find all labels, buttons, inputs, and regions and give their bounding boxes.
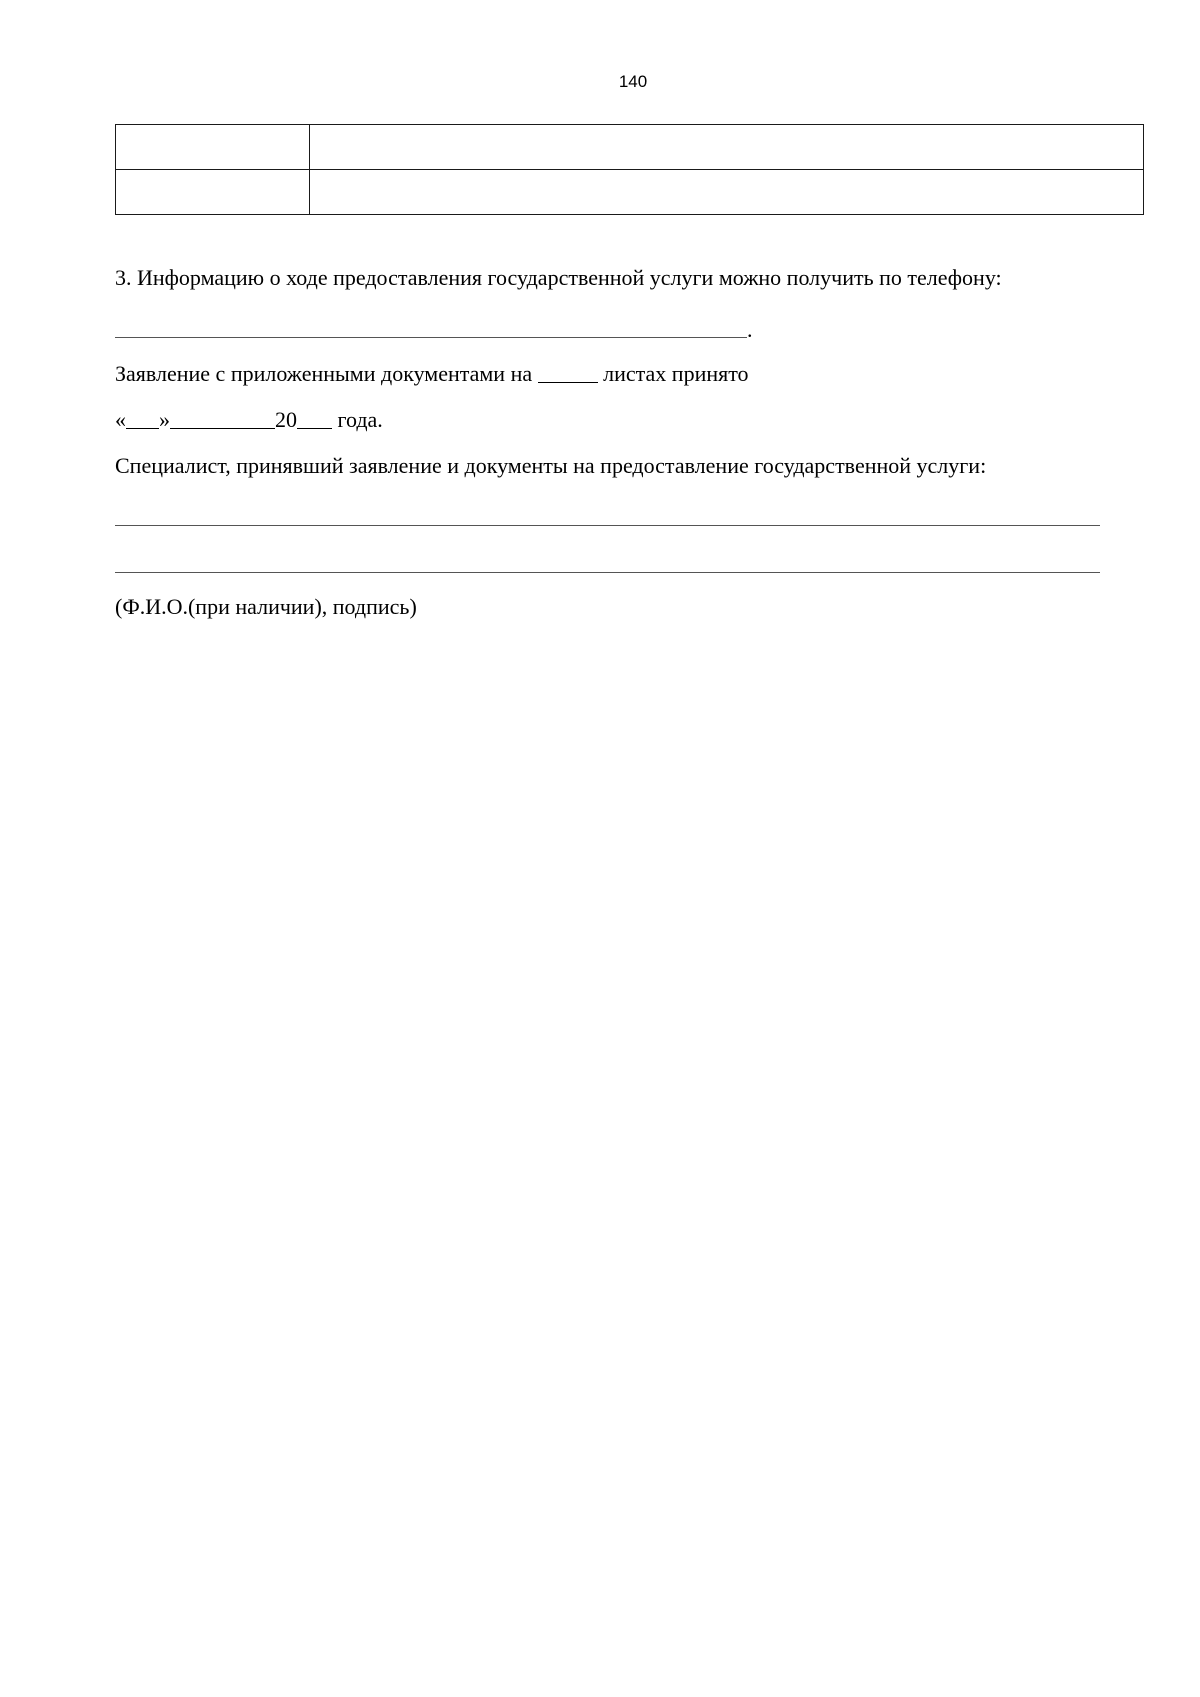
year-prefix: 20 [275,407,297,432]
table-cell [310,125,1144,170]
table-row [116,125,1144,170]
month-blank[interactable] [170,427,275,429]
info-phone-text: 3. Информацию о ходе предоставления государственной услуги можно получить по телефону: [115,265,1002,290]
pages-prefix-text: Заявление с приложенными документами на [115,361,533,386]
specialist-label: Специалист, принявший заявление и документы на предоставление государственной услуги: [115,453,987,478]
day-blank[interactable] [126,427,159,429]
table-cell [310,170,1144,215]
pages-accepted-line [115,360,749,388]
pages-suffix-text: листах принято [603,361,749,386]
table-cell [116,125,310,170]
table-cell [116,170,310,215]
phone-line-end: . [747,317,753,342]
form-table [115,124,1144,215]
specialist-name-line[interactable] [115,525,1100,526]
date-suffix: года. [337,407,383,432]
phone-blank-line[interactable] [115,337,747,338]
year-blank[interactable] [297,427,332,429]
date-line [115,406,383,434]
pages-count-blank[interactable] [538,381,598,383]
table-row [116,170,1144,215]
page-number: 140 [618,72,648,91]
signature-caption: (Ф.И.О.(при наличии), подпись) [115,594,417,619]
specialist-signature-line[interactable] [115,572,1100,573]
date-close-quote: » [159,407,170,432]
date-open-quote: « [115,407,126,432]
